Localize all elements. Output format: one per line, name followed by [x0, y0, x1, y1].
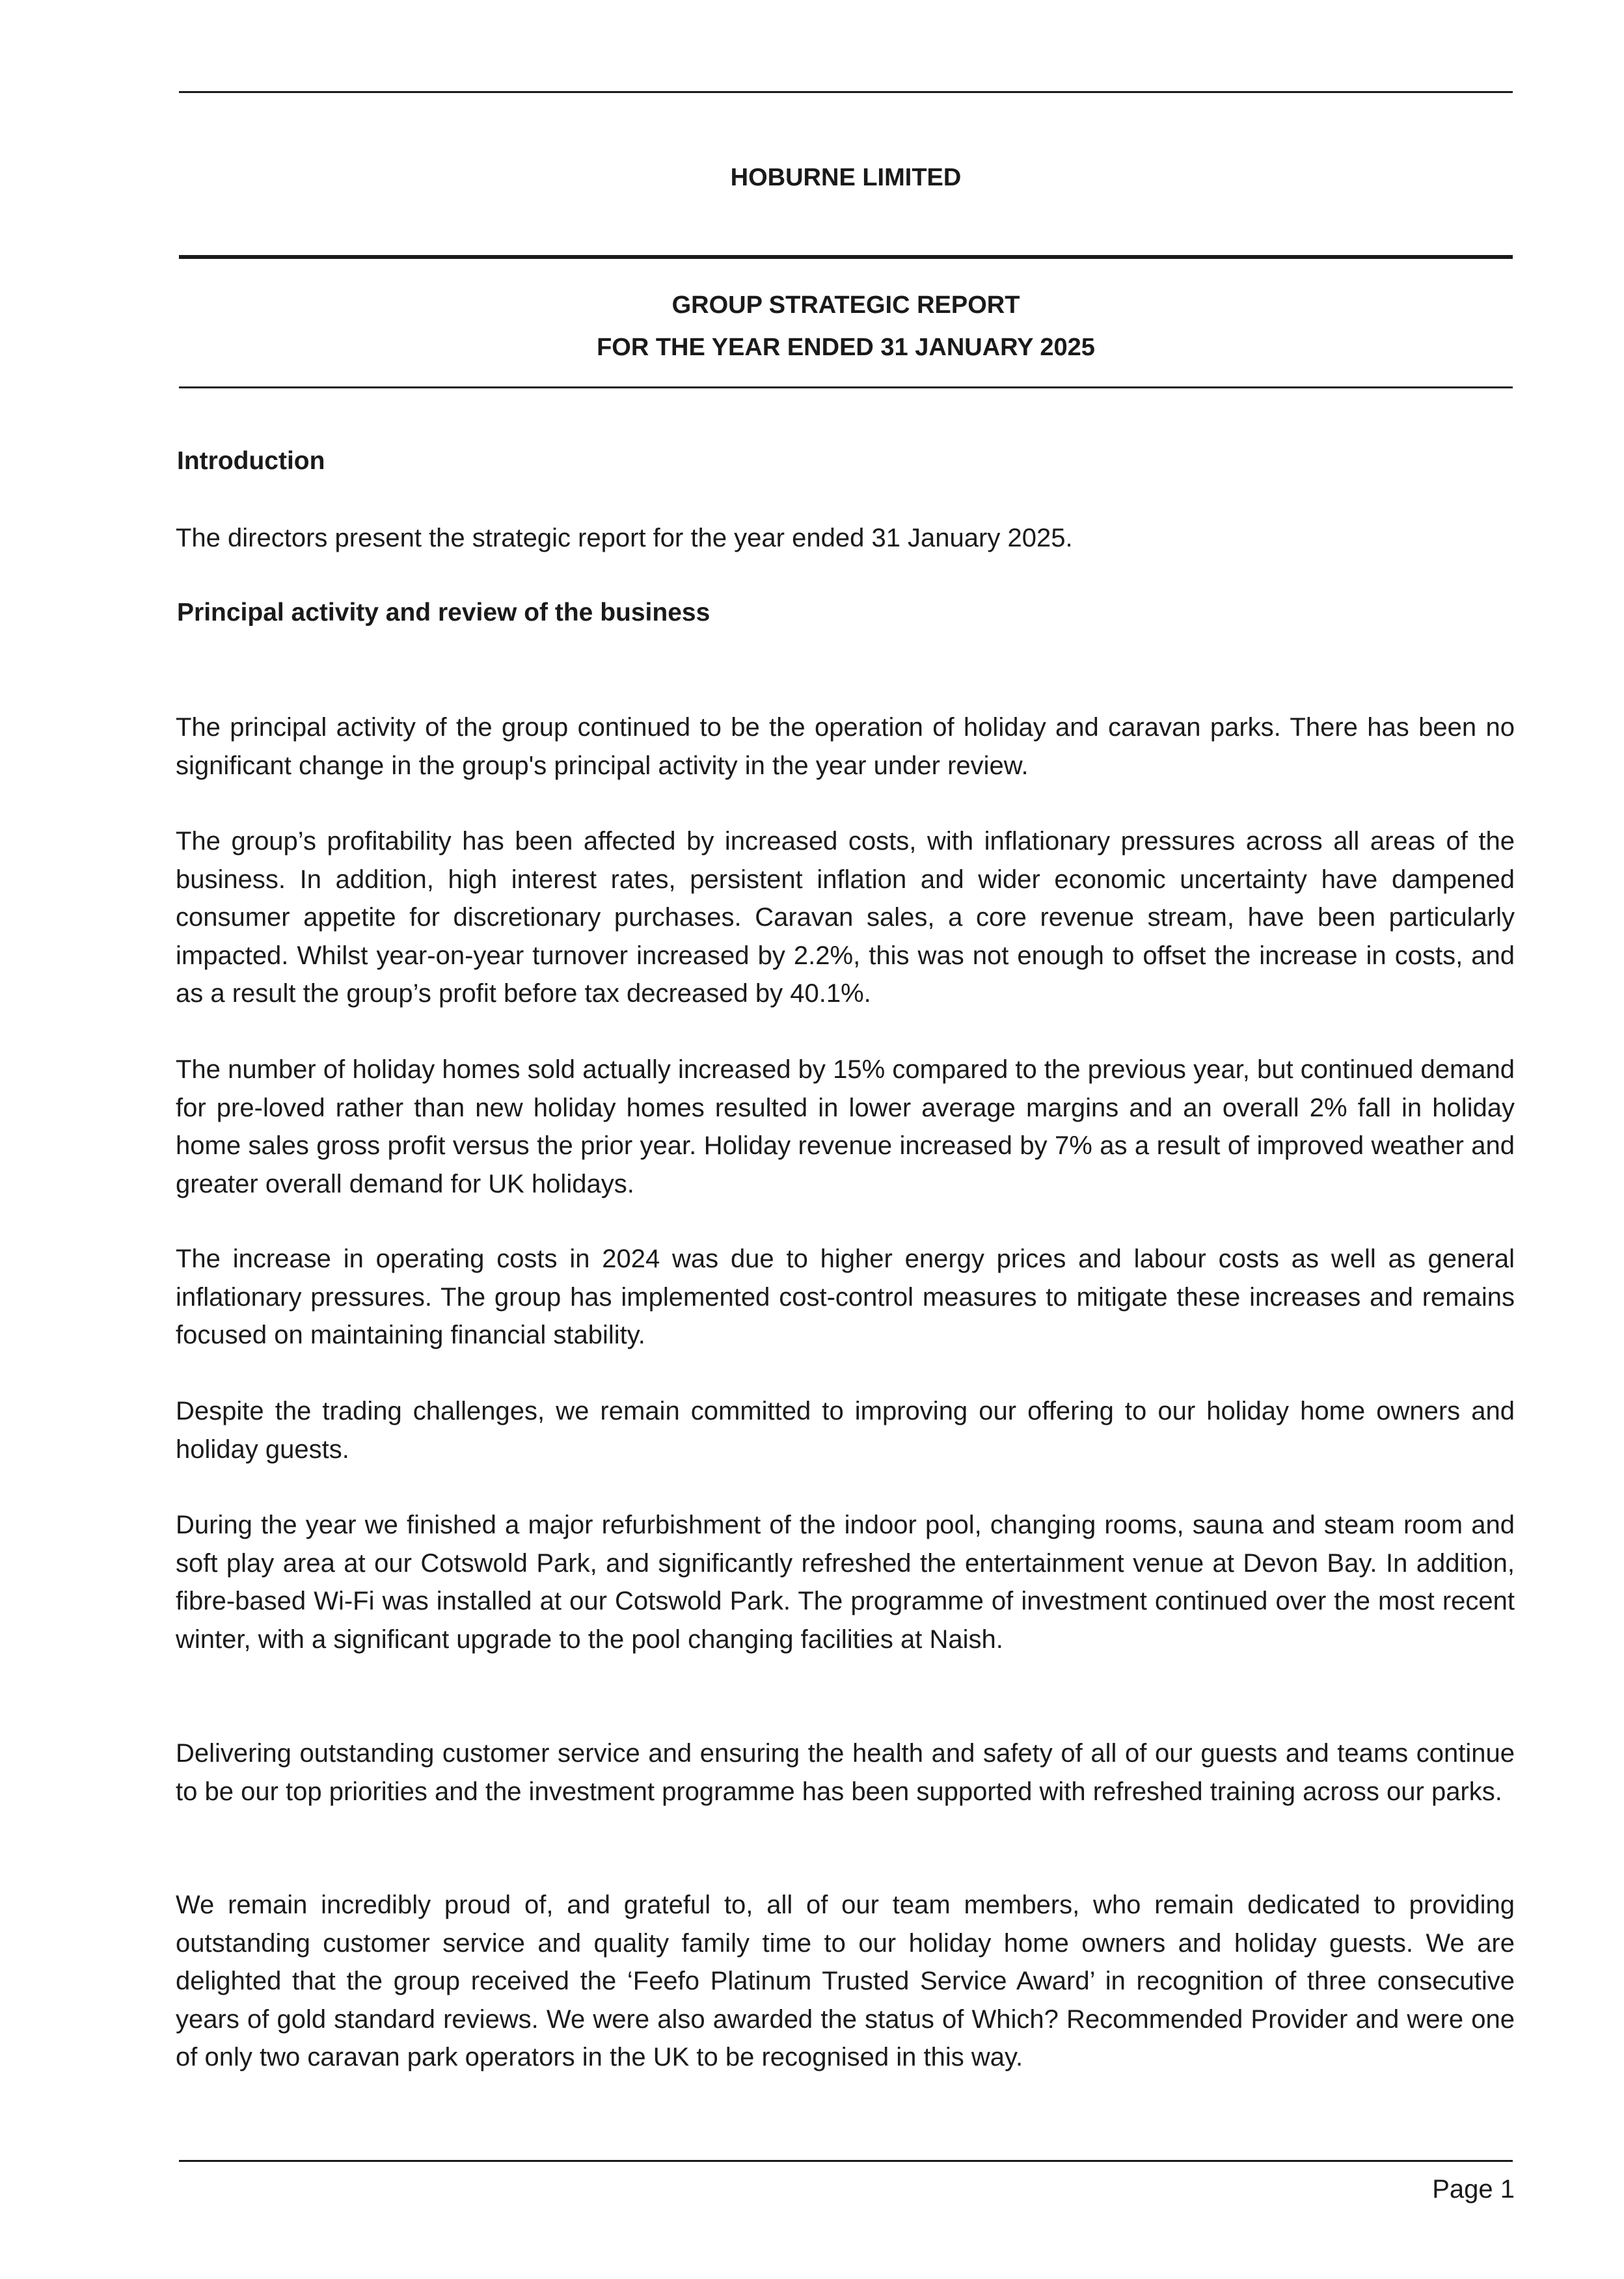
- report-period: FOR THE YEAR ENDED 31 JANUARY 2025: [597, 334, 1095, 361]
- principal-activity-heading: Principal activity and review of the business: [177, 599, 710, 627]
- paragraph-investment: During the year we finished a major refurbishment of the indoor pool, changing rooms, sauna and steam room and soft play area at our Cotswold Park, and significantly refreshed the entertainment venue at Devon Bay. In addition, fibre-based Wi-Fi was installed at our Cotswold Park. The programme of investment continued over the most recent winter, with a significant upgrade to the pool changing facilities at Naish.: [176, 1511, 1515, 1654]
- introduction-heading: Introduction: [177, 447, 325, 475]
- paragraph-operating-costs: The increase in operating costs in 2024 was due to higher energy prices and labour costs as well as general inflationary pressures. The group has implemented cost-control measures to mitigate these increases and remains focused on maintaining financial stability.: [176, 1245, 1515, 1349]
- paragraph-profitability: The group’s profitability has been affected by increased costs, with inflationary pressures across all areas of the business. In addition, high interest rates, persistent inflation and wider economic uncertainty have dampened consumer appetite for discretionary purchases. Caravan sales, a core revenue stream, have been particularly impacted. Whilst year-on-year turnover increased by 2.2%, this was not enough to offset the increase in costs, and as a result the group’s profit before tax decreased by 40.1%.: [176, 827, 1515, 1008]
- top-rule: [179, 91, 1513, 93]
- title-divider: [179, 386, 1513, 388]
- paragraph-customer-service: Delivering outstanding customer service and ensuring the health and safety of all of our guests and teams continue to be our top priorities and the investment programme has been supported with refreshed training across our parks.: [176, 1739, 1515, 1806]
- paragraph-team-members: We remain incredibly proud of, and grateful to, all of our team members, who remain dedicated to providing outstanding customer service and quality family time to our holiday home owners and holiday guests. We are delighted that the group received the ‘Feefo Platinum Trusted Service Award’ in recognition of three consecutive years of gold standard reviews. We were also awarded the status of Which? Recommended Provider and were one of only two caravan park operators in the UK to be recognised in this way.: [176, 1891, 1515, 2071]
- paragraph-principal-activity: The principal activity of the group continued to be the operation of holiday and caravan parks. There has been no significant change in the group's principal activity in the year under review.: [176, 713, 1515, 780]
- report-title: GROUP STRATEGIC REPORT: [671, 291, 1020, 319]
- introduction-text: The directors present the strategic report for the year ended 31 January 2025.: [176, 524, 1073, 552]
- company-name: HOBURNE LIMITED: [730, 164, 962, 191]
- paragraph-holiday-homes: The number of holiday homes sold actually increased by 15% compared to the previous year, but continued demand for pre-loved rather than new holiday homes resulted in lower average margins and an overall 2% fall in holiday home sales gross profit versus the prior year. Holiday revenue increased by 7% as a result of improved weather and greater overall demand for UK holidays.: [176, 1055, 1515, 1198]
- footer-rule: [179, 2160, 1513, 2162]
- page-number: Page 1: [1432, 2175, 1515, 2204]
- paragraph-trading-challenges: Despite the trading challenges, we remain committed to improving our offering to our holiday home owners and holiday guests.: [176, 1397, 1515, 1464]
- header-divider: [179, 255, 1513, 259]
